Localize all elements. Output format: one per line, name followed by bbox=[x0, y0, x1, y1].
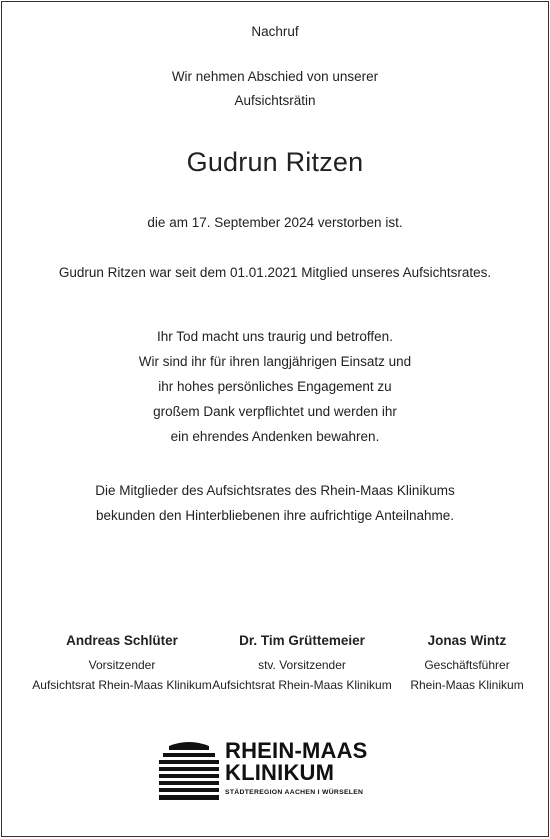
intro-line-1: Wir nehmen Abschied von unserer bbox=[171, 69, 379, 84]
logo-tagline: STÄDTEREGION AACHEN I WÜRSELEN bbox=[225, 789, 364, 796]
logo-line-2: KLINIKUM bbox=[225, 760, 335, 785]
signatory-name: Andreas Schlüter bbox=[66, 633, 178, 648]
signatory-2 bbox=[202, 633, 402, 695]
membership-line: Gudrun Ritzen war seit dem 01.01.2021 Mitglied unseres Aufsichtsrates. bbox=[58, 265, 492, 280]
signatory-role: stv. Vorsitzender bbox=[258, 658, 346, 672]
rhein-maas-klinikum-logo bbox=[159, 740, 384, 806]
signatory-role: Geschäftsführer bbox=[424, 658, 510, 672]
logo-wordmark bbox=[225, 740, 368, 798]
signatory-1 bbox=[22, 633, 222, 695]
tribute-line-1: Ihr Tod macht uns traurig und betroffen. bbox=[157, 329, 393, 344]
signatory-role: Vorsitzender bbox=[88, 658, 156, 672]
tribute-line-3: ihr hohes persönliches Engagement zu bbox=[158, 379, 392, 394]
logo-line-1: RHEIN-MAAS bbox=[225, 738, 368, 763]
intro-line-2: Aufsichtsrätin bbox=[234, 93, 316, 108]
death-date-line: die am 17. September 2024 verstorben ist. bbox=[147, 215, 403, 230]
condolence-line-2: bekunden den Hinterbliebenen ihre aufrichtige Anteilnahme. bbox=[95, 508, 454, 523]
condolence-line-1: Die Mitglieder des Aufsichtsrates des Rhein-Maas Klinikums bbox=[95, 483, 455, 498]
tribute-line-5: ein ehrendes Andenken bewahren. bbox=[170, 429, 380, 444]
signatory-organization: Aufsichtsrat Rhein-Maas Klinikum bbox=[32, 678, 212, 692]
signatory-name: Jonas Wintz bbox=[427, 633, 507, 648]
signatory-3 bbox=[387, 633, 547, 695]
signatory-name: Dr. Tim Grüttemeier bbox=[239, 633, 365, 648]
signatory-organization: Aufsichtsrat Rhein-Maas Klinikum bbox=[212, 678, 392, 692]
signatory-organization: Rhein-Maas Klinikum bbox=[410, 678, 524, 692]
notice-heading: Nachruf bbox=[251, 24, 299, 39]
deceased-name: Gudrun Ritzen bbox=[186, 147, 364, 177]
tribute-line-2: Wir sind ihr für ihren langjährigen Einsatz und bbox=[138, 354, 412, 369]
obituary-notice bbox=[1, 1, 549, 837]
building-stripes-icon bbox=[159, 740, 219, 802]
tribute-line-4: großem Dank verpflichtet und werden ihr bbox=[153, 404, 397, 419]
